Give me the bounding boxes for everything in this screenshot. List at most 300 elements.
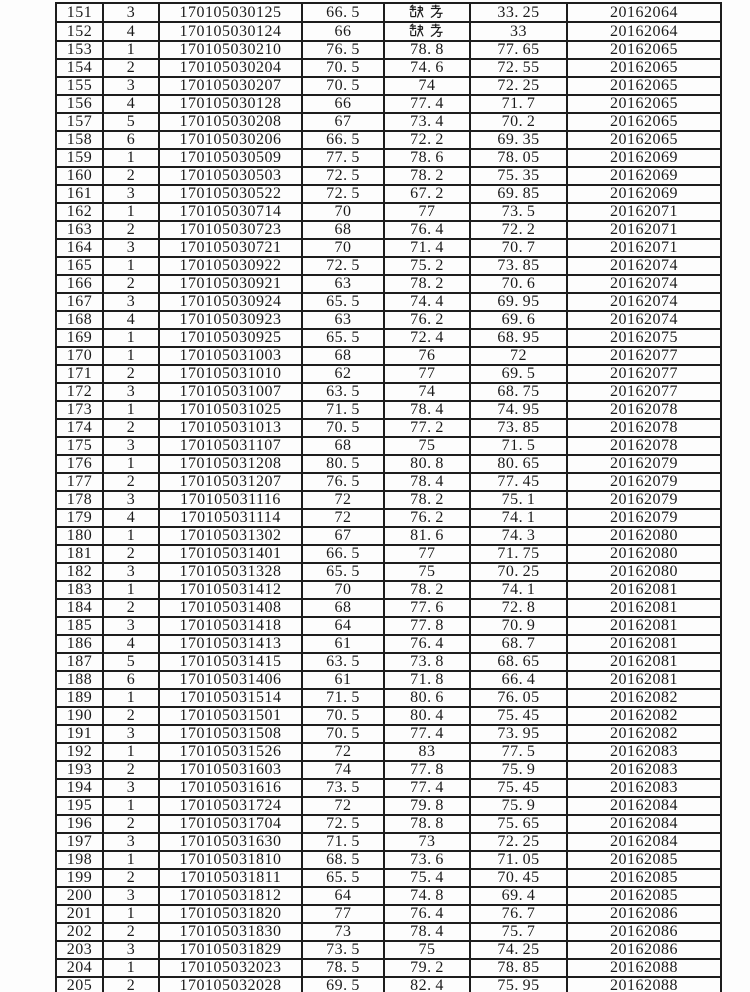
avg-score-cell: 69. 6 (470, 311, 567, 329)
class-id-cell: 20162078 (567, 401, 721, 419)
score2-cell: 72. 4 (384, 329, 470, 347)
sub-seq-cell: 3 (103, 563, 159, 581)
exam-id-cell: 170105031025 (159, 401, 302, 419)
class-id-cell: 20162077 (567, 365, 721, 383)
sub-seq-cell: 3 (103, 887, 159, 905)
table-row (56, 257, 721, 275)
score2-cell: 76. 2 (384, 311, 470, 329)
score1-cell: 63. 5 (302, 383, 384, 401)
seq-cell: 189 (56, 689, 103, 707)
score2-cell: 78. 2 (384, 275, 470, 293)
avg-score-cell: 33. 25 (470, 3, 567, 22)
seq-cell: 203 (56, 941, 103, 959)
class-id-cell: 20162080 (567, 545, 721, 563)
score1-cell: 77 (302, 905, 384, 923)
table-row (56, 95, 721, 113)
seq-cell: 199 (56, 869, 103, 887)
sub-seq-cell: 4 (103, 22, 159, 41)
exam-id-cell: 170105031812 (159, 887, 302, 905)
sub-seq-cell: 4 (103, 311, 159, 329)
score2-cell: 74. 8 (384, 887, 470, 905)
score2-cell: 77. 4 (384, 95, 470, 113)
avg-score-cell: 72. 25 (470, 833, 567, 851)
score1-cell: 68. 5 (302, 851, 384, 869)
avg-score-cell: 75. 35 (470, 167, 567, 185)
sub-seq-cell: 3 (103, 185, 159, 203)
exam-id-cell: 170105031501 (159, 707, 302, 725)
table-row (56, 401, 721, 419)
sub-seq-cell: 1 (103, 959, 159, 977)
class-id-cell: 20162080 (567, 527, 721, 545)
avg-score-cell: 76. 7 (470, 905, 567, 923)
avg-score-cell: 69. 35 (470, 131, 567, 149)
table-row (56, 275, 721, 293)
class-id-cell: 20162082 (567, 725, 721, 743)
table-row (56, 905, 721, 923)
avg-score-cell: 70. 9 (470, 617, 567, 635)
class-id-cell: 20162081 (567, 653, 721, 671)
avg-score-cell: 77. 65 (470, 41, 567, 59)
score2-cell: 78. 4 (384, 473, 470, 491)
score1-cell: 66 (302, 95, 384, 113)
class-id-cell: 20162080 (567, 563, 721, 581)
score2-cell: 80. 8 (384, 455, 470, 473)
avg-score-cell: 74. 25 (470, 941, 567, 959)
exam-id-cell: 170105031820 (159, 905, 302, 923)
avg-score-cell: 76. 05 (470, 689, 567, 707)
seq-cell: 184 (56, 599, 103, 617)
score1-cell: 77. 5 (302, 149, 384, 167)
sub-seq-cell: 2 (103, 221, 159, 239)
score1-cell: 72. 5 (302, 257, 384, 275)
table-row (56, 923, 721, 941)
sub-seq-cell: 5 (103, 113, 159, 131)
table-row (56, 347, 721, 365)
table-row (56, 365, 721, 383)
score1-cell: 72 (302, 797, 384, 815)
table-row (56, 383, 721, 401)
class-id-cell: 20162083 (567, 761, 721, 779)
seq-cell: 156 (56, 95, 103, 113)
seq-cell: 163 (56, 221, 103, 239)
table-row (56, 77, 721, 95)
exam-id-cell: 170105030208 (159, 113, 302, 131)
score1-cell: 63. 5 (302, 653, 384, 671)
score2-cell: 80. 4 (384, 707, 470, 725)
exam-id-cell: 170105031406 (159, 671, 302, 689)
table-row (56, 743, 721, 761)
sub-seq-cell: 2 (103, 473, 159, 491)
score2-cell: 76. 2 (384, 509, 470, 527)
seq-cell: 197 (56, 833, 103, 851)
class-id-cell: 20162079 (567, 491, 721, 509)
score2-cell: 73 (384, 833, 470, 851)
exam-id-cell: 170105031013 (159, 419, 302, 437)
sub-seq-cell: 2 (103, 977, 159, 992)
exam-id-cell: 170105031514 (159, 689, 302, 707)
score-table-body (56, 3, 721, 992)
exam-id-cell: 170105031107 (159, 437, 302, 455)
sub-seq-cell: 2 (103, 761, 159, 779)
exam-id-cell: 170105030723 (159, 221, 302, 239)
score1-cell: 64 (302, 617, 384, 635)
exam-id-cell: 170105032028 (159, 977, 302, 992)
score2-cell: 76. 4 (384, 905, 470, 923)
class-id-cell: 20162088 (567, 959, 721, 977)
sub-seq-cell: 6 (103, 131, 159, 149)
exam-id-cell: 170105031408 (159, 599, 302, 617)
seq-cell: 174 (56, 419, 103, 437)
score1-cell: 72. 5 (302, 167, 384, 185)
avg-score-cell: 71. 5 (470, 437, 567, 455)
class-id-cell: 20162088 (567, 977, 721, 992)
class-id-cell: 20162074 (567, 293, 721, 311)
avg-score-cell: 78. 05 (470, 149, 567, 167)
class-id-cell: 20162082 (567, 689, 721, 707)
cjk-char-kao-glyph (430, 23, 445, 38)
table-row (56, 797, 721, 815)
score2-cell: 78. 2 (384, 581, 470, 599)
class-id-cell: 20162081 (567, 617, 721, 635)
seq-cell: 158 (56, 131, 103, 149)
score1-cell: 65. 5 (302, 293, 384, 311)
seq-cell: 202 (56, 923, 103, 941)
score2-cell: 78. 4 (384, 401, 470, 419)
seq-cell: 176 (56, 455, 103, 473)
exam-id-cell: 170105030125 (159, 3, 302, 22)
seq-cell: 172 (56, 383, 103, 401)
score2-cell: 81. 6 (384, 527, 470, 545)
exam-id-cell: 170105031010 (159, 365, 302, 383)
exam-id-cell: 170105032023 (159, 959, 302, 977)
avg-score-cell: 77. 45 (470, 473, 567, 491)
exam-id-cell: 170105030721 (159, 239, 302, 257)
class-id-cell: 20162086 (567, 923, 721, 941)
score2-cell: 78. 2 (384, 491, 470, 509)
avg-score-cell: 73. 85 (470, 419, 567, 437)
sub-seq-cell: 2 (103, 869, 159, 887)
seq-cell: 165 (56, 257, 103, 275)
avg-score-cell: 33 (470, 22, 567, 41)
sub-seq-cell: 2 (103, 923, 159, 941)
class-id-cell: 20162081 (567, 635, 721, 653)
class-id-cell: 20162065 (567, 59, 721, 77)
score1-cell: 70. 5 (302, 59, 384, 77)
avg-score-cell: 75. 1 (470, 491, 567, 509)
avg-score-cell: 72. 2 (470, 221, 567, 239)
exam-id-cell: 170105030925 (159, 329, 302, 347)
table-row (56, 671, 721, 689)
score2-cell: 77. 4 (384, 725, 470, 743)
sub-seq-cell: 1 (103, 581, 159, 599)
score1-cell: 68 (302, 221, 384, 239)
score2-cell: 75 (384, 941, 470, 959)
class-id-cell: 20162084 (567, 797, 721, 815)
score1-cell: 63 (302, 311, 384, 329)
avg-score-cell: 70. 6 (470, 275, 567, 293)
class-id-cell: 20162083 (567, 743, 721, 761)
table-row (56, 545, 721, 563)
class-id-cell: 20162084 (567, 833, 721, 851)
avg-score-cell: 68. 65 (470, 653, 567, 671)
class-id-cell: 20162071 (567, 203, 721, 221)
score2-cell: 77 (384, 365, 470, 383)
score1-cell: 61 (302, 635, 384, 653)
seq-cell: 194 (56, 779, 103, 797)
exam-id-cell: 170105031810 (159, 851, 302, 869)
score2-cell: 76. 4 (384, 221, 470, 239)
score1-cell: 72. 5 (302, 185, 384, 203)
table-row (56, 779, 721, 797)
score1-cell: 73. 5 (302, 941, 384, 959)
exam-id-cell: 170105031328 (159, 563, 302, 581)
table-row (56, 959, 721, 977)
score2-cell: 80. 6 (384, 689, 470, 707)
sub-seq-cell: 3 (103, 491, 159, 509)
table-row (56, 581, 721, 599)
score1-cell: 64 (302, 887, 384, 905)
class-id-cell: 20162074 (567, 311, 721, 329)
table-row (56, 527, 721, 545)
sub-seq-cell: 2 (103, 545, 159, 563)
table-row (56, 59, 721, 77)
exam-id-cell: 170105031603 (159, 761, 302, 779)
sub-seq-cell: 1 (103, 797, 159, 815)
sub-seq-cell: 3 (103, 77, 159, 95)
class-id-cell: 20162085 (567, 851, 721, 869)
seq-cell: 161 (56, 185, 103, 203)
avg-score-cell: 71. 75 (470, 545, 567, 563)
seq-cell: 204 (56, 959, 103, 977)
exam-id-cell: 170105031508 (159, 725, 302, 743)
score2-cell: 75. 4 (384, 869, 470, 887)
sub-seq-cell: 3 (103, 617, 159, 635)
score2-cell: 75. 2 (384, 257, 470, 275)
seq-cell: 177 (56, 473, 103, 491)
exam-id-cell: 170105030923 (159, 311, 302, 329)
seq-cell: 192 (56, 743, 103, 761)
class-id-cell: 20162064 (567, 3, 721, 22)
score1-cell: 73. 5 (302, 779, 384, 797)
class-id-cell: 20162069 (567, 185, 721, 203)
score2-cell: 77. 8 (384, 761, 470, 779)
sub-seq-cell: 3 (103, 293, 159, 311)
avg-score-cell: 70. 25 (470, 563, 567, 581)
score2-cell: 77 (384, 203, 470, 221)
avg-score-cell: 68. 7 (470, 635, 567, 653)
seq-cell: 154 (56, 59, 103, 77)
score1-cell: 76. 5 (302, 473, 384, 491)
sub-seq-cell: 3 (103, 941, 159, 959)
seq-cell: 167 (56, 293, 103, 311)
score2-cell: 75 (384, 437, 470, 455)
exam-id-cell: 170105031616 (159, 779, 302, 797)
table-row (56, 887, 721, 905)
score1-cell: 71. 5 (302, 401, 384, 419)
exam-id-cell: 170105030207 (159, 77, 302, 95)
avg-score-cell: 80. 65 (470, 455, 567, 473)
class-id-cell: 20162086 (567, 941, 721, 959)
score2-cell: 79. 8 (384, 797, 470, 815)
sub-seq-cell: 4 (103, 95, 159, 113)
sub-seq-cell: 2 (103, 419, 159, 437)
class-id-cell: 20162065 (567, 113, 721, 131)
class-id-cell: 20162075 (567, 329, 721, 347)
score2-cell: 73. 4 (384, 113, 470, 131)
score2-cell: 77. 4 (384, 779, 470, 797)
score1-cell: 65. 5 (302, 329, 384, 347)
exam-id-cell: 170105031401 (159, 545, 302, 563)
seq-cell: 198 (56, 851, 103, 869)
score2-cell: 75 (384, 563, 470, 581)
class-id-cell: 20162074 (567, 275, 721, 293)
exam-id-cell: 170105031830 (159, 923, 302, 941)
class-id-cell: 20162071 (567, 221, 721, 239)
score1-cell: 70 (302, 203, 384, 221)
table-row (56, 149, 721, 167)
sub-seq-cell: 1 (103, 41, 159, 59)
seq-cell: 171 (56, 365, 103, 383)
score2-cell: 82. 4 (384, 977, 470, 992)
score1-cell: 74 (302, 761, 384, 779)
sub-seq-cell: 1 (103, 743, 159, 761)
class-id-cell: 20162074 (567, 257, 721, 275)
seq-cell: 188 (56, 671, 103, 689)
exam-id-cell: 170105031114 (159, 509, 302, 527)
class-id-cell: 20162065 (567, 131, 721, 149)
score1-cell: 76. 5 (302, 41, 384, 59)
avg-score-cell: 74. 1 (470, 581, 567, 599)
table-row (56, 419, 721, 437)
avg-score-cell: 66. 4 (470, 671, 567, 689)
class-id-cell: 20162078 (567, 437, 721, 455)
score2-cell: 74 (384, 383, 470, 401)
score2-cell: 72. 2 (384, 131, 470, 149)
table-row (56, 491, 721, 509)
exam-id-cell: 170105031704 (159, 815, 302, 833)
avg-score-cell: 77. 5 (470, 743, 567, 761)
exam-id-cell: 170105031526 (159, 743, 302, 761)
score1-cell: 70. 5 (302, 725, 384, 743)
score1-cell: 65. 5 (302, 563, 384, 581)
seq-cell: 162 (56, 203, 103, 221)
seq-cell: 183 (56, 581, 103, 599)
table-row (56, 329, 721, 347)
score2-cell: 78. 8 (384, 815, 470, 833)
seq-cell: 195 (56, 797, 103, 815)
exam-id-cell: 170105030522 (159, 185, 302, 203)
seq-cell: 201 (56, 905, 103, 923)
seq-cell: 190 (56, 707, 103, 725)
table-row (56, 653, 721, 671)
class-id-cell: 20162085 (567, 869, 721, 887)
table-row (56, 977, 721, 992)
table-row (56, 761, 721, 779)
seq-cell: 205 (56, 977, 103, 992)
table-row (56, 311, 721, 329)
table-row (56, 455, 721, 473)
exam-id-cell: 170105031829 (159, 941, 302, 959)
avg-score-cell: 75. 65 (470, 815, 567, 833)
score2-cell: 73. 8 (384, 653, 470, 671)
score1-cell: 66 (302, 22, 384, 41)
exam-id-cell: 170105031208 (159, 455, 302, 473)
score2-cell: 77 (384, 545, 470, 563)
score1-cell: 71. 5 (302, 833, 384, 851)
avg-score-cell: 72. 25 (470, 77, 567, 95)
seq-cell: 159 (56, 149, 103, 167)
table-row (56, 689, 721, 707)
exam-id-cell: 170105030210 (159, 41, 302, 59)
score2-cell (384, 3, 470, 22)
avg-score-cell: 74. 1 (470, 509, 567, 527)
avg-score-cell: 72. 8 (470, 599, 567, 617)
avg-score-cell: 72 (470, 347, 567, 365)
sub-seq-cell: 2 (103, 59, 159, 77)
table-row (56, 563, 721, 581)
score1-cell: 72 (302, 509, 384, 527)
seq-cell: 166 (56, 275, 103, 293)
sub-seq-cell: 1 (103, 329, 159, 347)
table-row (56, 509, 721, 527)
avg-score-cell: 69. 4 (470, 887, 567, 905)
avg-score-cell: 73. 85 (470, 257, 567, 275)
table-row (56, 22, 721, 41)
sub-seq-cell: 4 (103, 635, 159, 653)
avg-score-cell: 75. 45 (470, 779, 567, 797)
avg-score-cell: 71. 7 (470, 95, 567, 113)
sub-seq-cell: 6 (103, 671, 159, 689)
avg-score-cell: 70. 45 (470, 869, 567, 887)
seq-cell: 200 (56, 887, 103, 905)
class-id-cell: 20162079 (567, 509, 721, 527)
avg-score-cell: 74. 95 (470, 401, 567, 419)
cjk-char-que-glyph (409, 23, 424, 38)
class-id-cell: 20162086 (567, 905, 721, 923)
sub-seq-cell: 1 (103, 401, 159, 419)
avg-score-cell: 78. 85 (470, 959, 567, 977)
table-row (56, 599, 721, 617)
class-id-cell: 20162065 (567, 41, 721, 59)
avg-score-cell: 70. 7 (470, 239, 567, 257)
sub-seq-cell: 1 (103, 203, 159, 221)
seq-cell: 157 (56, 113, 103, 131)
cjk-char-que-glyph (409, 4, 424, 19)
score1-cell: 70 (302, 581, 384, 599)
score2-cell: 77. 8 (384, 617, 470, 635)
score1-cell: 63 (302, 275, 384, 293)
score1-cell: 66. 5 (302, 3, 384, 22)
score2-cell (384, 22, 470, 41)
score1-cell: 69. 5 (302, 977, 384, 992)
seq-cell: 153 (56, 41, 103, 59)
table-row (56, 473, 721, 491)
exam-id-cell: 170105031003 (159, 347, 302, 365)
cjk-char-kao-glyph (430, 4, 445, 19)
table-row (56, 869, 721, 887)
exam-id-cell: 170105030124 (159, 22, 302, 41)
sub-seq-cell: 4 (103, 509, 159, 527)
score2-cell: 77. 2 (384, 419, 470, 437)
exam-id-cell: 170105031207 (159, 473, 302, 491)
table-row (56, 167, 721, 185)
exam-id-cell: 170105030206 (159, 131, 302, 149)
score1-cell: 78. 5 (302, 959, 384, 977)
exam-id-cell: 170105031630 (159, 833, 302, 851)
avg-score-cell: 69. 85 (470, 185, 567, 203)
exam-id-cell: 170105030714 (159, 203, 302, 221)
avg-score-cell: 68. 75 (470, 383, 567, 401)
